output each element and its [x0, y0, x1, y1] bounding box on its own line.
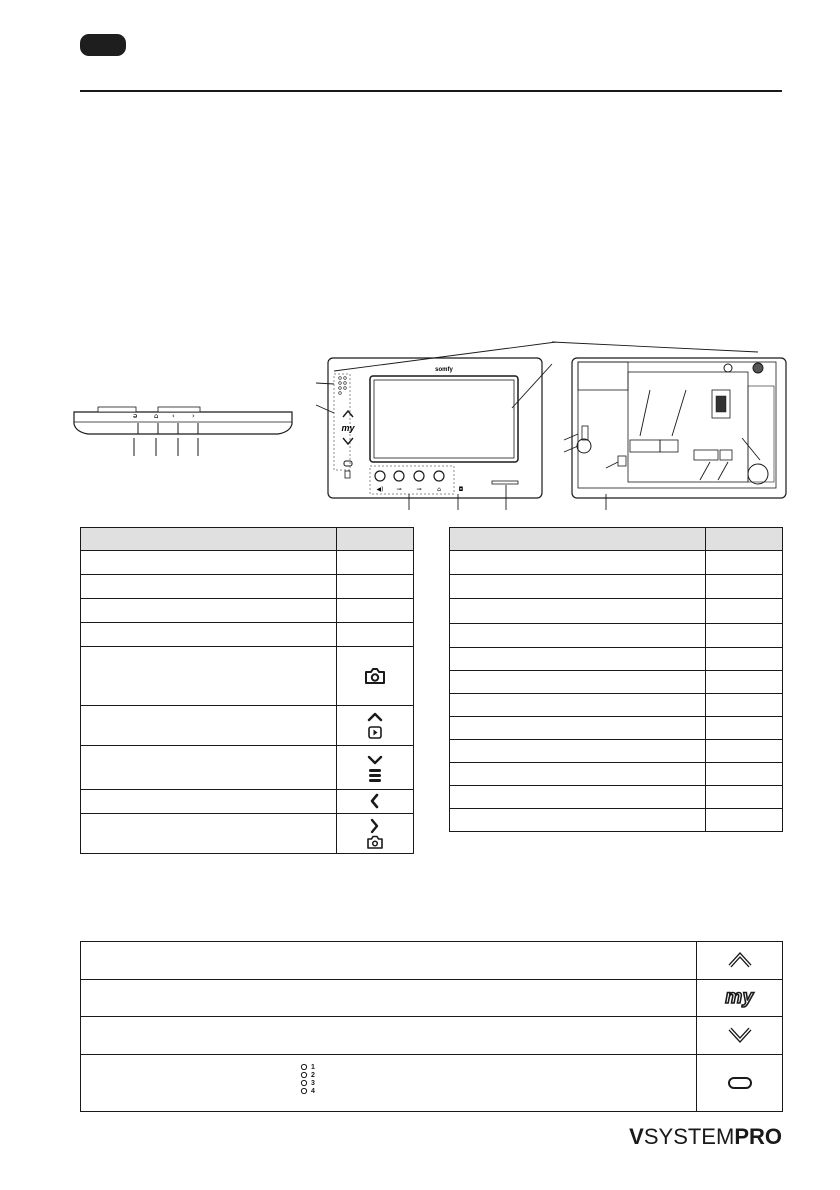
table-row [450, 763, 783, 786]
table-row [450, 786, 783, 809]
my-key-label: my [341, 423, 355, 433]
header-cell [450, 528, 706, 551]
oval-button-icon [726, 1075, 754, 1091]
table-row [450, 809, 783, 832]
chevron-up-play-icon [365, 710, 385, 742]
table-header-row [81, 528, 414, 551]
left-table [80, 527, 414, 854]
table-row [81, 575, 414, 599]
my-icon: my [725, 987, 754, 1008]
table-row [81, 647, 414, 706]
table-row [450, 671, 783, 694]
led-description-cell [81, 1055, 697, 1112]
somfy-logo: somfy [435, 367, 453, 373]
table-row [450, 740, 783, 763]
table-row [81, 623, 414, 647]
chevron-right-camera-icon [365, 817, 385, 851]
table-row [81, 1017, 783, 1055]
svg-text:⌂: ⌂ [437, 486, 441, 493]
chevron-up-icon [726, 951, 754, 969]
svg-text:⊸: ⊸ [416, 486, 422, 493]
led-circle-icon [300, 1087, 308, 1095]
header-cell [337, 528, 414, 551]
led-number: 4 [311, 1087, 315, 1095]
table-row [81, 942, 783, 980]
camera-icon [363, 666, 387, 686]
led-indicator [300, 1071, 315, 1079]
header-cell [81, 528, 337, 551]
svg-text:‹: ‹ [172, 412, 175, 420]
right-table [449, 527, 783, 832]
led-indicator-list [300, 1063, 315, 1095]
led-circle-icon [300, 1063, 308, 1071]
table-row [450, 551, 783, 575]
key-function-table [80, 941, 783, 1112]
led-number: 2 [311, 1071, 315, 1079]
led-number: 1 [311, 1063, 315, 1071]
header-cell [706, 528, 783, 551]
led-number: 3 [311, 1079, 315, 1087]
table-row [81, 706, 414, 746]
svg-text:⊸: ⊸ [396, 486, 402, 493]
table-row [81, 1055, 783, 1112]
table-row [450, 624, 783, 648]
led-indicator [300, 1063, 315, 1071]
table-row [81, 790, 414, 814]
led-indicator [300, 1079, 315, 1087]
table-row [81, 980, 783, 1017]
rear-view-figure [552, 338, 788, 510]
table-row [450, 599, 783, 624]
table-row [81, 746, 414, 790]
led-indicator [300, 1087, 315, 1095]
camera-icon-cell [337, 647, 414, 706]
led-circle-icon [300, 1079, 308, 1087]
chevron-down-icon [726, 1026, 754, 1044]
svg-text:ǝ: ǝ [133, 412, 138, 420]
table-row [81, 551, 414, 575]
svg-text:›: › [192, 412, 195, 420]
table-header-row [450, 528, 783, 551]
chevron-down-menu-icon [365, 751, 385, 785]
language-badge [80, 34, 126, 56]
svg-text:⌂: ⌂ [154, 412, 159, 420]
table-row [450, 575, 783, 599]
table-row [81, 599, 414, 623]
svg-text:◀): ◀) [376, 486, 384, 493]
header-rule [80, 90, 782, 92]
table-row [450, 717, 783, 740]
svg-text:◘: ◘ [458, 486, 464, 493]
table-row [450, 648, 783, 671]
front-view-figure [306, 338, 556, 510]
led-circle-icon [300, 1071, 308, 1079]
table-row [81, 814, 414, 854]
side-view-figure [72, 404, 294, 460]
vsystempro-logo: VSYSTEMPRO [629, 1124, 782, 1149]
chevron-left-icon [368, 793, 382, 809]
table-row [450, 694, 783, 717]
